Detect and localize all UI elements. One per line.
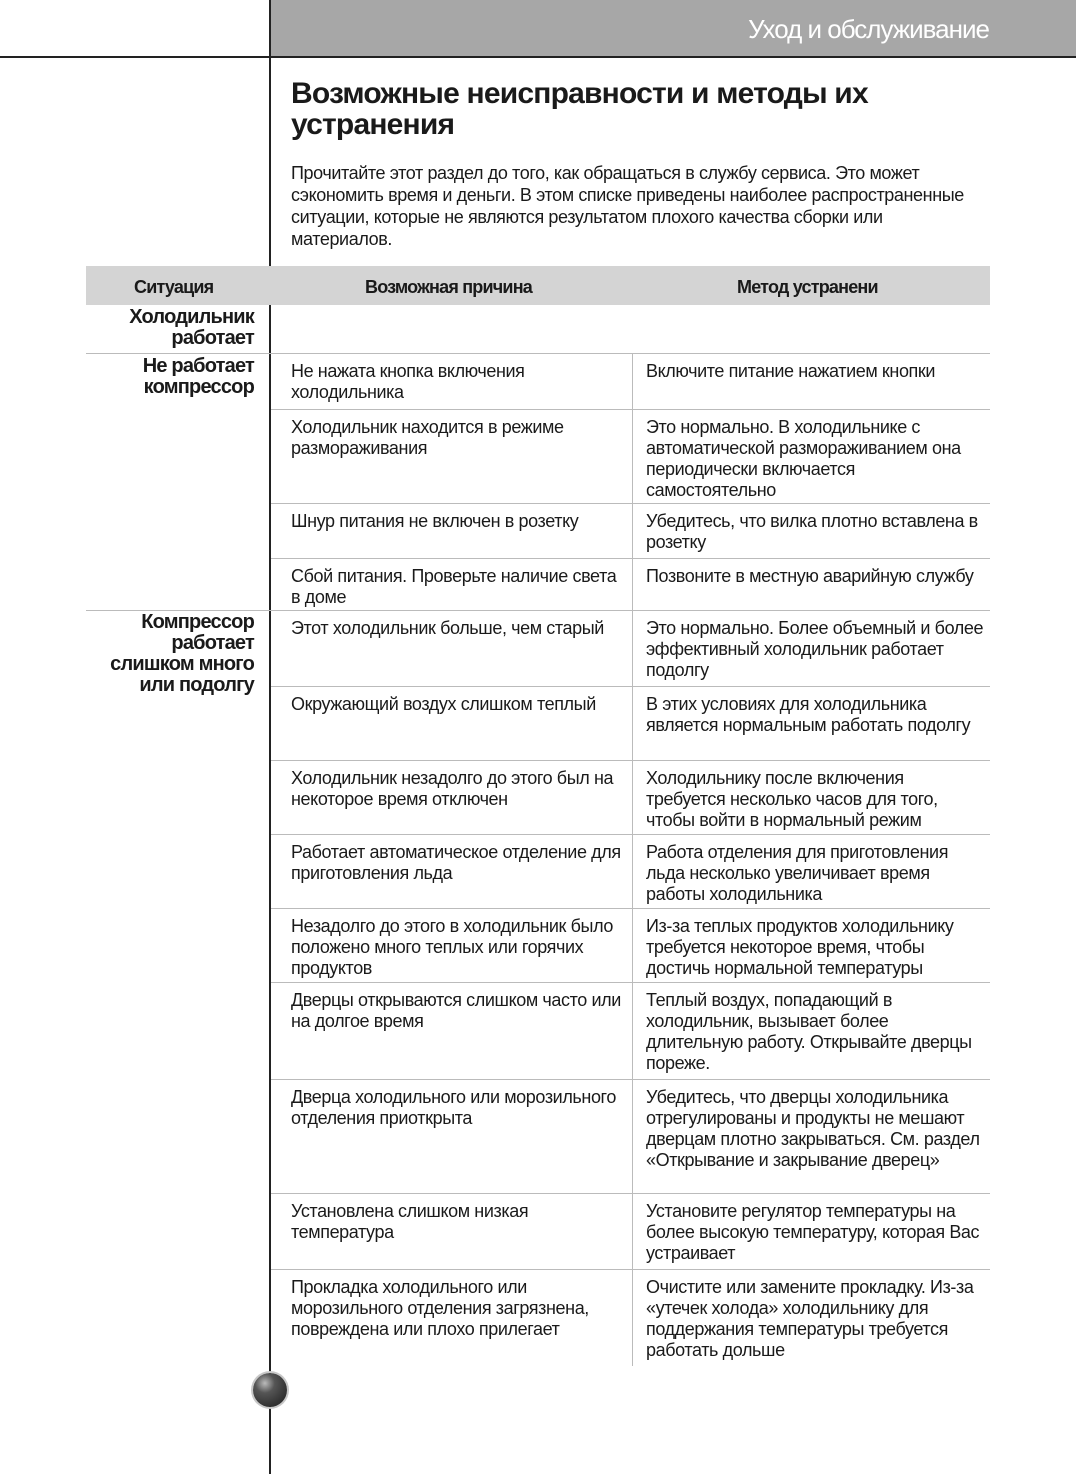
fix-cell: Это нормально. В холодильнике с автоматической размораживанием она периодически включается самостоятельно: [646, 417, 961, 500]
header-fix: Метод устранени: [737, 277, 878, 297]
cause-cell: Незадолго до этого в холодильник было положено много теплых или горячих продуктов: [291, 916, 613, 978]
fix-cell: Из-за теплых продуктов холодильнику требуется некоторое время, чтобы достичь нормальной температуры: [646, 916, 954, 978]
row-separator: [271, 760, 990, 761]
row-separator: [271, 908, 990, 909]
fix-cell: Работа отделения для приготовления льда несколько увеличивает время работы холодильника: [646, 842, 949, 904]
row-separator: [271, 558, 990, 559]
fix-cell: Убедитесь, что дверцы холодильника отрегулированы и продукты не мешают дверцам плотно закрываться. См. раздел «Открывание и закрывание дверец»: [646, 1087, 980, 1170]
cause-cell: Холодильник находится в режиме размораживания: [291, 417, 564, 458]
row-separator: [271, 982, 990, 983]
row-separator: [271, 409, 990, 410]
cause-cell: Работает автоматическое отделение для приготовления льда: [291, 842, 621, 883]
cause-cell: Окружающий воздух слишком теплый: [291, 694, 596, 714]
row-separator: [271, 1079, 990, 1080]
header-cause: Возможная причина: [365, 277, 532, 297]
cause-cell: Установлена слишком низкая температура: [291, 1201, 529, 1242]
fix-cell: Теплый воздух, попадающий в холодильник, вызывает более длительную работу. Открывайте дверцы пореже.: [646, 990, 972, 1073]
header-situation: Ситуация: [134, 277, 214, 297]
fix-cell: Холодильнику после включения требуется несколько часов для того, чтобы войти в нормальный режим: [646, 768, 938, 830]
fix-cell: Это нормально. Более объемный и более эффективный холодильник работает подолгу: [646, 618, 984, 680]
row-separator: [271, 1193, 990, 1194]
section-header: [271, 0, 1076, 56]
cause-cell: Дверца холодильного или морозильного отделения приоткрыта: [291, 1087, 616, 1128]
cause-cell: Холодильник незадолго до этого был на некоторое время отключен: [291, 768, 614, 809]
cause-cell: Сбой питания. Проверьте наличие света в доме: [291, 566, 617, 607]
table-header: [86, 266, 990, 305]
row-separator: [271, 834, 990, 835]
margin-rule: [269, 0, 271, 1474]
cause-cell: Этот холодильник больше, чем старый: [291, 618, 604, 638]
header-rule: [0, 56, 1076, 58]
row-separator: [271, 503, 990, 504]
section-title: Уход и обслуживание: [748, 14, 989, 44]
fix-cell: В этих условиях для холодильника является нормальным работать подолгу: [646, 694, 971, 735]
cause-cell: Дверцы открываются слишком часто или на долгое время: [291, 990, 621, 1031]
situation-label: Не работает компрессор: [142, 355, 254, 398]
row-separator: [271, 1269, 990, 1270]
fix-cell: Убедитесь, что вилка плотно вставлена в розетку: [646, 511, 978, 552]
situation-label: Компрессор работает слишком много или подолгу: [110, 611, 254, 696]
fix-cell: Очистите или замените прокладку. Из-за «утечек холода» холодильнику для поддержания температуры требуется работать дольше: [646, 1277, 974, 1360]
cause-cell: Не нажата кнопка включения холодильника: [291, 361, 525, 402]
group-separator: [86, 353, 990, 354]
group-separator: [86, 610, 990, 611]
fix-cell: Установите регулятор температуры на более высокую температуру, которая Вас устраивает: [646, 1201, 980, 1263]
row-separator: [271, 686, 990, 687]
situation-label: Холодильник работает: [129, 306, 254, 349]
intro-text: Прочитайте этот раздел до того, как обращаться в службу сервиса. Это может сэкономить время и деньги. В этом списке приведены наиболее распространенные ситуации, которые не являются результатом плохого качества сборки или материалов.: [291, 163, 964, 249]
cause-cell: Прокладка холодильного или морозильного отделения загрязнена, повреждена или плохо прилегает: [291, 1277, 589, 1339]
column-divider: [632, 353, 633, 1366]
page-bullet-icon: [253, 1373, 287, 1407]
fix-cell: Включите питание нажатием кнопки: [646, 361, 936, 381]
fix-cell: Позвоните в местную аварийную службу: [646, 566, 974, 586]
cause-cell: Шнур питания не включен в розетку: [291, 511, 579, 531]
page-title: Возможные неисправности и методы их устранения: [291, 77, 868, 141]
